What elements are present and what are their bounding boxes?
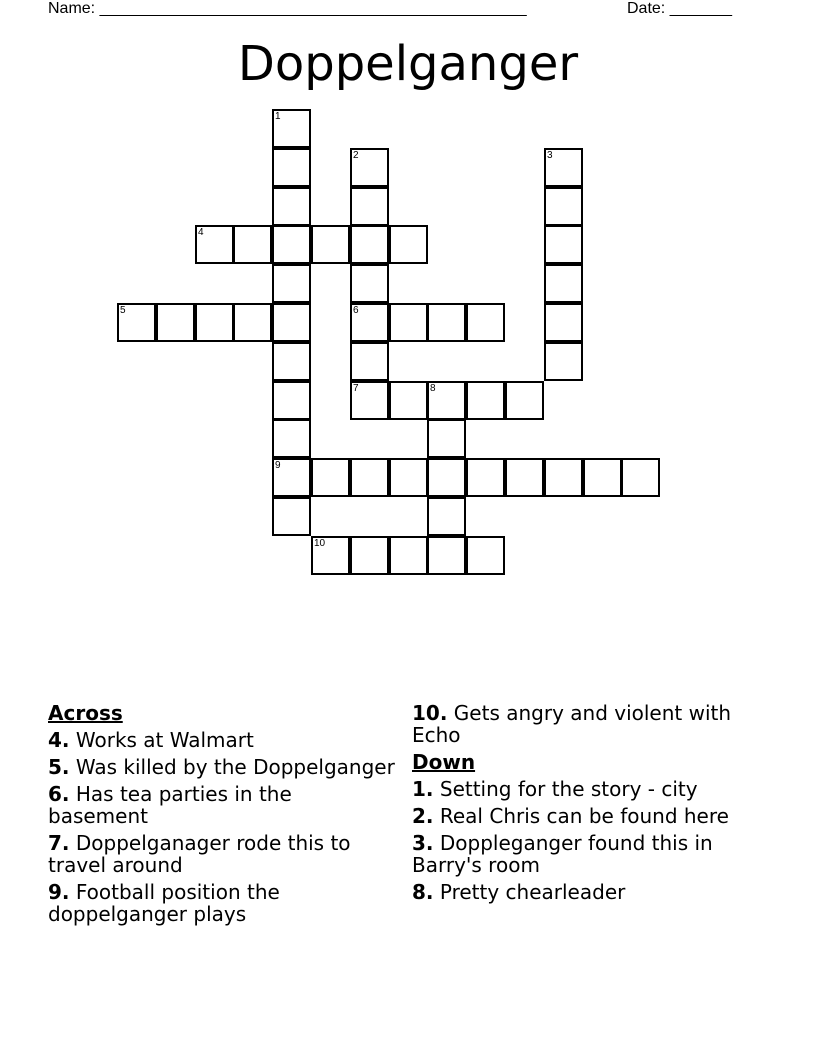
grid-cell[interactable] (544, 458, 583, 497)
grid-cell[interactable] (350, 303, 389, 342)
grid-cell[interactable] (272, 381, 311, 420)
clue-number: 2 (353, 150, 359, 161)
grid-cell[interactable] (466, 303, 505, 342)
grid-cell[interactable] (505, 458, 544, 497)
grid-cell[interactable] (466, 458, 505, 497)
grid-cell[interactable] (272, 303, 311, 342)
grid-cell[interactable] (427, 303, 466, 342)
grid-cell[interactable] (427, 381, 466, 420)
clues-column-right (412, 702, 772, 908)
grid-cell[interactable] (272, 187, 311, 226)
grid-cell[interactable] (544, 264, 583, 303)
clue-number: 1 (275, 111, 281, 122)
grid-cell[interactable] (272, 497, 311, 536)
down-clue: 8. Pretty chearleader (412, 880, 626, 904)
grid-cell[interactable] (195, 225, 234, 264)
grid-cell[interactable] (544, 187, 583, 226)
across-clue: 5. Was killed by the Doppelganger (48, 755, 395, 779)
grid-cell[interactable] (466, 536, 505, 575)
grid-cell[interactable] (272, 148, 311, 187)
grid-cell[interactable] (350, 264, 389, 303)
across-heading: Across (48, 701, 123, 725)
grid-cell[interactable] (272, 342, 311, 381)
grid-cell[interactable] (311, 458, 350, 497)
clue-number: 7 (353, 383, 359, 394)
grid-cell[interactable] (272, 225, 311, 264)
grid-cell[interactable] (544, 148, 583, 187)
clue-number: 6 (353, 305, 359, 316)
grid-cell[interactable] (195, 303, 234, 342)
grid-cell[interactable] (272, 458, 311, 497)
grid-cell[interactable] (272, 264, 311, 303)
grid-cell[interactable] (389, 458, 428, 497)
grid-cell[interactable] (272, 419, 311, 458)
grid-cell[interactable] (117, 303, 156, 342)
grid-cell[interactable] (427, 536, 466, 575)
grid-cell[interactable] (583, 458, 622, 497)
grid-cell[interactable] (350, 381, 389, 420)
across-clue: 10. Gets angry and violent with Echo (412, 701, 732, 747)
grid-cell[interactable] (350, 342, 389, 381)
grid-cell[interactable] (505, 381, 544, 420)
grid-cell[interactable] (233, 225, 272, 264)
grid-cell[interactable] (389, 225, 428, 264)
date-field-label: Date: _______ (627, 0, 732, 17)
grid-cell[interactable] (350, 536, 389, 575)
grid-cell[interactable] (427, 497, 466, 536)
grid-cell[interactable] (389, 536, 428, 575)
grid-cell[interactable] (233, 303, 272, 342)
clue-number: 4 (198, 227, 204, 238)
grid-cell[interactable] (621, 458, 660, 497)
grid-cell[interactable] (350, 225, 389, 264)
down-clue: 1. Setting for the story - city (412, 777, 698, 801)
grid-cell[interactable] (466, 381, 505, 420)
clue-number: 5 (120, 305, 126, 316)
clue-number: 10 (314, 538, 326, 549)
across-clue: 9. Football position the doppelganger plays (48, 880, 280, 926)
grid-cell[interactable] (544, 225, 583, 264)
grid-cell[interactable] (350, 458, 389, 497)
grid-cell[interactable] (389, 381, 428, 420)
clue-number: 9 (275, 460, 281, 471)
down-heading: Down (412, 750, 476, 774)
across-clue: 7. Doppelganager rode this to travel around (48, 831, 351, 877)
puzzle-title: Doppelganger (237, 36, 579, 92)
grid-cell[interactable] (350, 187, 389, 226)
across-clue: 6. Has tea parties in the basement (48, 782, 292, 828)
down-clue: 3. Doppleganger found this in Barry's room (412, 831, 713, 877)
grid-cell[interactable] (156, 303, 195, 342)
grid-cell[interactable] (544, 342, 583, 381)
grid-cell[interactable] (311, 536, 350, 575)
grid-cell[interactable] (311, 225, 350, 264)
clue-number: 3 (547, 150, 553, 161)
clue-number: 8 (430, 383, 436, 394)
grid-cell[interactable] (544, 303, 583, 342)
grid-cell[interactable] (427, 419, 466, 458)
grid-cell[interactable] (272, 109, 311, 148)
clues-column-left (48, 702, 398, 930)
grid-cell[interactable] (427, 458, 466, 497)
across-clue: 4. Works at Walmart (48, 728, 254, 752)
grid-cell[interactable] (350, 148, 389, 187)
grid-cell[interactable] (389, 303, 428, 342)
down-clue: 2. Real Chris can be found here (412, 804, 729, 828)
name-field-label: Name: ________________________________________________ (48, 0, 527, 17)
